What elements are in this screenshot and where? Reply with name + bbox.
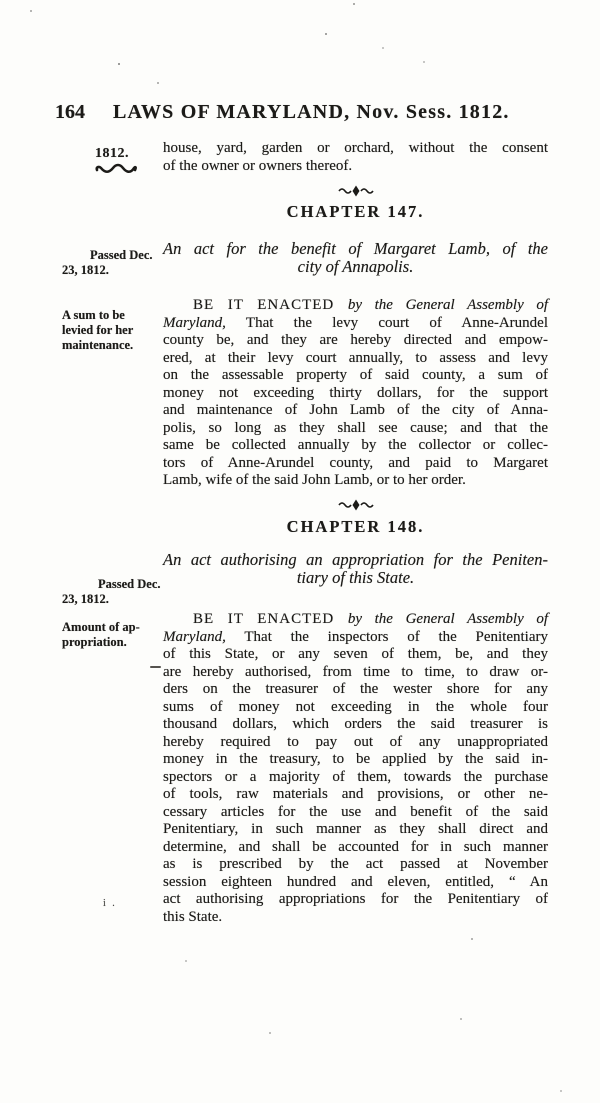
- section-divider-147: [163, 185, 548, 203]
- year-swash-icon: [95, 163, 137, 174]
- running-title: LAWS OF MARYLAND, Nov. Sess. 1812.: [113, 101, 510, 123]
- continuation-paragraph: house, yard, garden or orchard, without the consent of the owner or owners thereof.: [163, 140, 548, 174]
- section-divider-148: [163, 499, 548, 517]
- act-title-147: An act for the benefit of Margaret Lamb, of the city of Annapolis.: [163, 239, 548, 276]
- printer-ornament-icon: [338, 499, 374, 511]
- margin-note-147: A sum to be levied for her maintenance.: [62, 308, 134, 353]
- printer-ornament-icon: [338, 185, 374, 197]
- body-paragraph-147: BE IT ENACTED by the General Assembly of Maryland, That the levy court of Anne-Arundel county be, and they are hereby directed and empow- ered, at their levy court annually, to assess and levy on the assessable property of said county, a sum of money not exceeding thirty dollars, for the support and maintenance of John Lamb of the city of Anna- polis, so long as they shall see cause; and that the same be collected annually by the collector or collec- tors of Anne-Arundel county, and paid to Margaret Lamb, wife of the said John Lamb, or to her order.: [163, 297, 548, 488]
- act-title-148: An act authorising an appropriation for the Peniten- tiary of this State.: [163, 550, 548, 587]
- margin-note-148: Amount of ap- propriation.: [62, 620, 140, 650]
- margin-dash-artifact: [150, 666, 161, 668]
- page-header: [55, 101, 572, 124]
- scan-specks: [30, 10, 32, 12]
- chapter-heading-147: CHAPTER 147.: [286, 202, 425, 221]
- body-paragraph-148: BE IT ENACTED by the General Assembly of Maryland, That the inspectors of the Penitentiary of this State, or any seven of them, be, and they are hereby authorised, from time to time, to draw or- ders on the treasurer of the wester shore for any sums of money not exceeding in the whole four thousand dollars, which orders the said treasurer is hereby required to pay out of any unappropriated money in the treasury, to be applied by the said in- spectors or a majority of them, towards the purchase of tools, raw materials and provisions, or other ne- cessary articles for the use and benefit of the said Penitentiary, in such manner as they shall direct and determine, and shall be accounted for in such manner as is prescribed by the act passed at November session eighteen hundred and eleven, entitled, “ An act authorising appropriations for the Penitentiary of this State.: [163, 611, 548, 925]
- chapter-heading-148: CHAPTER 148.: [286, 517, 425, 536]
- page-number: 164: [55, 101, 85, 123]
- stray-ink-mark: i .: [103, 898, 117, 909]
- margin-year-text: 1812.: [95, 146, 129, 161]
- margin-passed-147: Passed Dec. 23, 1812.: [62, 248, 153, 278]
- margin-year-note: [95, 146, 155, 174]
- margin-passed-148: Passed Dec. 23, 1812.: [62, 577, 161, 607]
